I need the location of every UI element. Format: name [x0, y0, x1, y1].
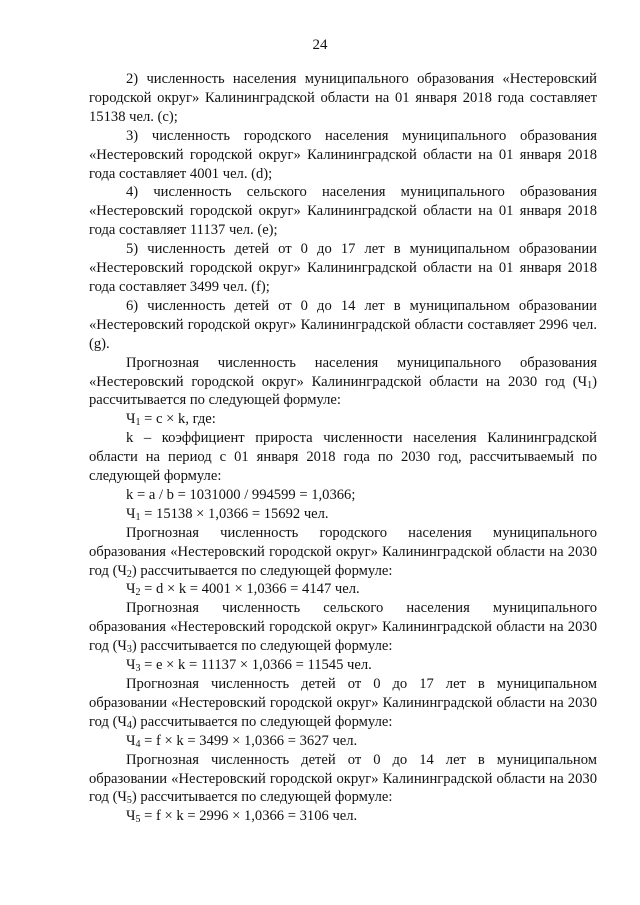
paragraph-coefficient-k: k – коэффициент прироста численности населения Калининградской области на период с 01 января 2018 года по 2030 год, рассчитываемый по следующей формуле:: [89, 430, 597, 485]
page-number: 24: [312, 37, 328, 53]
paragraph-item-4: 4) численность сельского населения муниципального образования «Нестеровский городской округ» Калининградской области на 01 января 2018 года составляет 11137 чел. (e);: [89, 184, 597, 239]
formula-ch4: $Ч_4 = f \times k = 3499 \times 1,0366 = 3627$ чел.: [126, 732, 358, 750]
paragraph-forecast-children-14: Прогнозная численность детей от 0 до 14 лет в муниципальном образовании «Нестеровский городской округ» Калининградской области на 2030 год $(Ч_5)$ рассчитывается по следующей формуле:: [89, 751, 597, 807]
paragraph-forecast-urban: Прогнозная численность городского населения муниципального образования «Нестеровский городской округ» Калининградской области на 2030 год $(Ч_2)$ рассчитывается по следующей формуле:: [89, 524, 597, 580]
paragraph-forecast-children-17: Прогнозная численность детей от 0 до 17 лет в муниципальном образовании «Нестеровский городской округ» Калининградской области на 2030 год $(Ч_4)$ рассчитывается по следующей формуле:: [89, 676, 597, 731]
formula-k: k = a / b = 1031000 / 994599 = 1,0366;: [126, 486, 356, 503]
paragraph-item-2: 2) численность населения муниципального образования «Нестеровский городской округ» Калининградской области на 01 января 2018 года составляет 15138 чел. (c);: [89, 71, 597, 125]
formula-ch1-value: $Ч_1 = 15138 \times 1,0366 = 15692$ чел.: [126, 505, 329, 523]
paragraph-item-3: 3) численность городского населения муниципального образования «Нестеровский городской округ» Калининградской области на 01 января 2018 года составляет 4001 чел. (d);: [89, 127, 597, 182]
paragraph-item-5: 5) численность детей от 0 до 17 лет в муниципальном образовании «Нестеровский городской округ» Калининградской области на 01 января 2018 года составляет 3499 чел. (f);: [89, 241, 597, 295]
formula-ch3: $Ч_3 = e \times k = 11137 \times 1,0366 = 11545$ чел.: [126, 657, 372, 675]
document-body: [89, 70, 597, 826]
formula-ch2: $Ч_2 = d \times k = 4001 \times 1,0366 = 4147$ чел.: [126, 581, 360, 599]
paragraph-forecast-total: Прогнозная численность населения муниципального образования «Нестеровский городской округ» Калининградской области на 2030 год $(Ч_1)$ рассчитывается по следующей формуле:: [89, 354, 597, 409]
formula-ch5: $Ч_5 = f \times k = 2996 \times 1,0366 = 3106$ чел.: [126, 808, 358, 826]
paragraph-forecast-rural: Прогнозная численность сельского населения муниципального образования «Нестеровский городской округ» Калининградской области на 2030 год $(Ч_3)$ рассчитывается по следующей формуле:: [89, 600, 597, 656]
formula-ch1-definition: $Ч_1 = c \times k$, где:: [126, 411, 216, 429]
paragraph-item-6: 6) численность детей от 0 до 14 лет в муниципальном образовании «Нестеровский городской округ» Калининградской области составляет 2996 чел. (g).: [89, 297, 597, 352]
